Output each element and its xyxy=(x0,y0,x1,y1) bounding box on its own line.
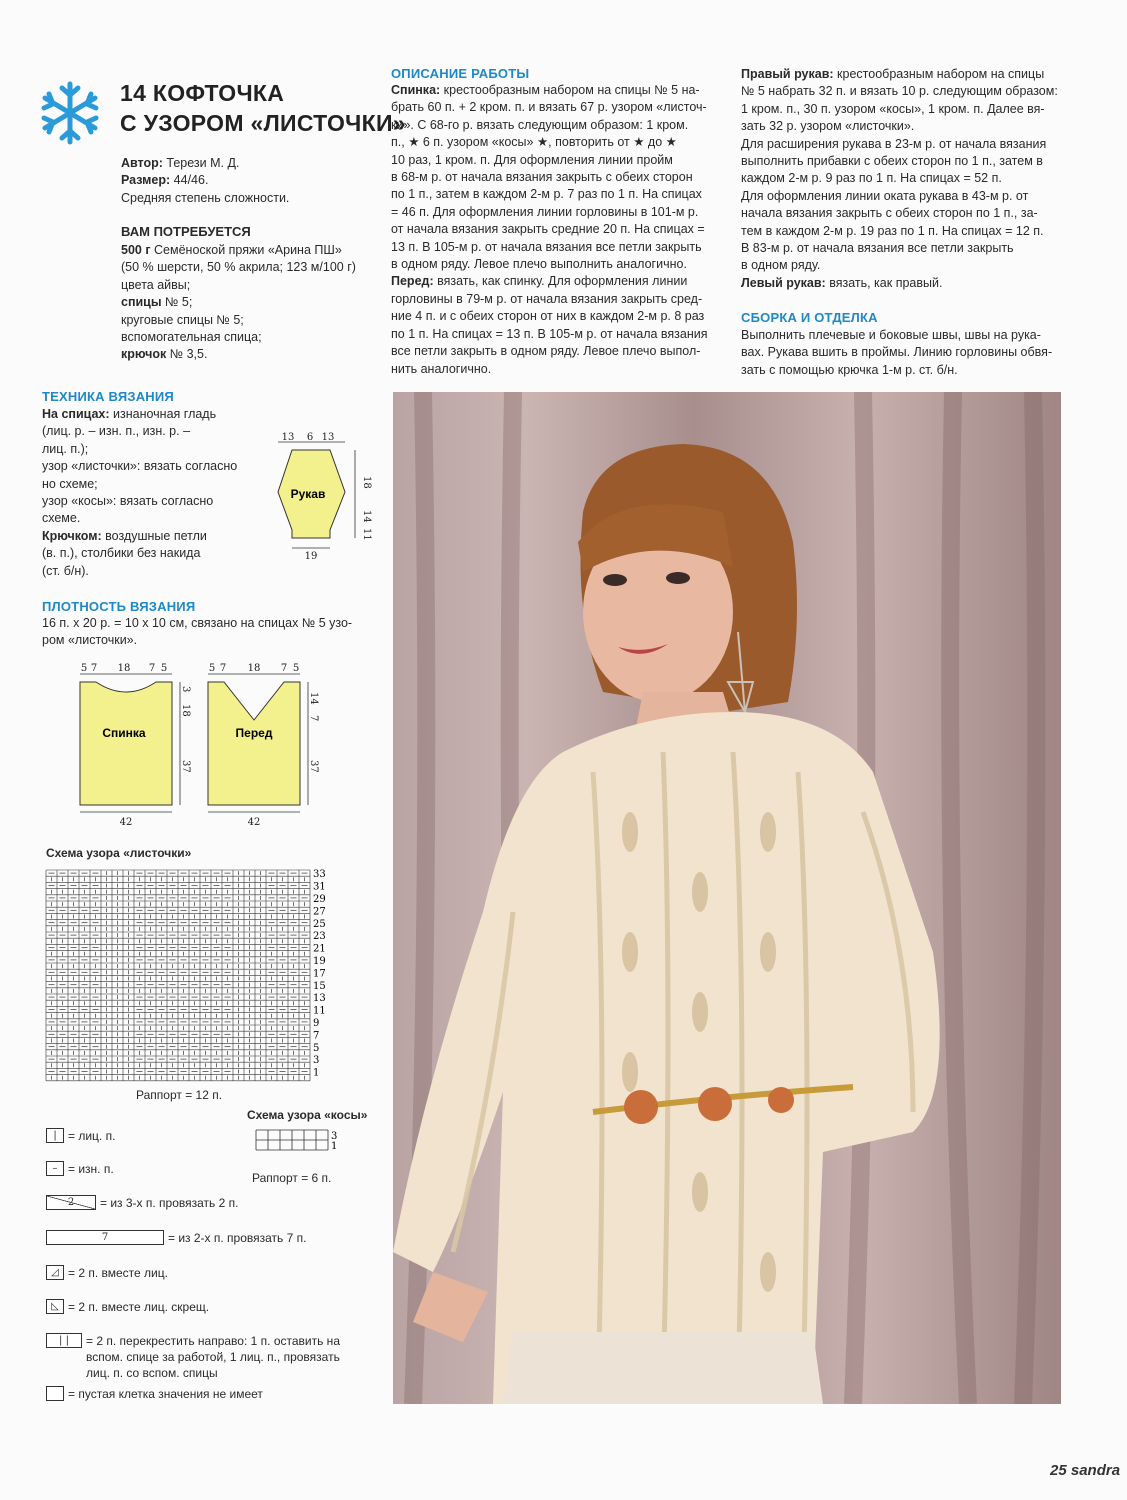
sleeveText-line: зать 32 р. узором «листочки». xyxy=(741,119,915,134)
leaf-row-number: 29 xyxy=(313,894,326,905)
sleeveText-line: выполнить прибавки с обеих сторон по 1 п., затем в xyxy=(741,154,1043,169)
technique-line: (ст. б/н). xyxy=(42,563,89,578)
work-description xyxy=(391,82,715,378)
workText-line: в 68-м р. от начала вязания закрыть с обеих сторон xyxy=(391,170,693,185)
svg-text:5: 5 xyxy=(160,663,168,674)
sleeveText-line: в одном ряду. xyxy=(741,258,821,273)
materials-line: круговые спицы № 5; xyxy=(121,312,244,327)
sleeve-label: Рукав xyxy=(290,487,326,501)
model-illustration xyxy=(393,392,1061,1404)
svg-text:14: 14 xyxy=(308,692,319,705)
model-photo xyxy=(393,392,1061,1404)
k2tog-icon: ◿ xyxy=(46,1265,64,1280)
technique-line: На спицах: изнаночная гладь xyxy=(42,407,217,421)
k2tog-tbl-icon: ◺ xyxy=(46,1299,64,1314)
svg-text:7: 7 xyxy=(148,663,156,674)
svg-text:18: 18 xyxy=(180,704,191,717)
sleeveText-line: В 83-м р. от начала вязания все петли закрыть xyxy=(741,241,1014,256)
svg-text:5: 5 xyxy=(208,663,216,674)
legend-2to7: 7 = из 2-х п. провязать 7 п. xyxy=(46,1230,306,1246)
svg-text:7: 7 xyxy=(90,663,98,674)
legend-k2tog-tbl: ◺ = 2 п. вместе лиц. скрещ. xyxy=(46,1299,209,1315)
workText-line: ки». С 68-го р. вязать следующим образом: 1 кром. xyxy=(391,117,689,132)
meta-info: Автор: Терези М. Д. Размер: 44/46. Средняя степень сложности. xyxy=(121,156,290,205)
cable-rapport: Раппорт = 6 п. xyxy=(252,1171,332,1185)
workText-line: 10 раз, 1 кром. п. Для оформления линии пройм xyxy=(391,152,673,167)
sleeveText-line: № 5 набрать 32 п. и вязать 10 р. следующим образом: xyxy=(741,84,1058,99)
cable-chart-title: Схема узора «косы» xyxy=(247,1108,368,1122)
svg-text:13: 13 xyxy=(281,432,295,443)
brand-name: sandra xyxy=(1070,1462,1121,1479)
workText-line: все петли закрыть в одном ряду. Левое плечо выпол- xyxy=(391,344,701,359)
svg-text:18: 18 xyxy=(247,663,261,674)
leaf-row-number: 31 xyxy=(313,881,326,893)
technique-heading: ТЕХНИКА ВЯЗАНИЯ xyxy=(42,389,174,404)
leaf-row-number: 21 xyxy=(313,943,326,955)
work-heading: ОПИСАНИЕ РАБОТЫ xyxy=(391,66,530,81)
materials-line: вспомогательная спица; xyxy=(121,330,262,345)
leaf-rapport: Раппорт = 12 п. xyxy=(136,1088,223,1102)
snowflake-icon xyxy=(38,80,102,146)
technique-line: Крючком: воздушные петли xyxy=(42,528,207,543)
leaf-row-number: 11 xyxy=(313,1005,326,1017)
legend-knit: | = лиц. п. xyxy=(46,1128,115,1144)
assembly-description xyxy=(741,327,1061,379)
page-number: 25 xyxy=(1050,1462,1067,1479)
technique-line: схеме. xyxy=(42,511,81,526)
two-to-seven-icon: 7 xyxy=(46,1230,164,1245)
workText-line: брать 60 п. + 2 кром. п. и вязать 67 р. узором «листоч- xyxy=(391,100,707,115)
sleeveText-line: тем в каждом 2-м р. 19 раз по 1 п. На спицах = 12 п. xyxy=(741,223,1044,238)
assemblyText-line: зать с помощью крючка 1-м р. ст. б/н. xyxy=(741,362,958,377)
svg-text:37: 37 xyxy=(308,760,319,773)
body-diagrams xyxy=(70,660,330,830)
technique-line: лиц. п.); xyxy=(42,441,89,456)
sleeveText-line: 1 кром. п., 30 п. узором «косы», 1 кром. п. Далее вя- xyxy=(741,101,1045,116)
cable-row-number: 1 xyxy=(331,1141,338,1152)
svg-text:14: 14 xyxy=(361,510,372,523)
sleeveText-line: начала вязания закрыть с обеих сторон по 1 п., за- xyxy=(741,206,1038,221)
sleeve-diagram xyxy=(270,430,380,565)
leaf-row-number: 27 xyxy=(313,906,326,918)
leaf-row-number: 19 xyxy=(313,956,326,967)
leaf-row-number: 15 xyxy=(313,980,326,992)
svg-text:3: 3 xyxy=(180,686,191,693)
workText-line: от начала вязания закрыть средние 20 п. На спицах = xyxy=(391,222,705,237)
svg-text:5: 5 xyxy=(80,663,88,674)
workText-line: по 1 п., затем в каждом 2-м р. 7 раз по 1 п. На спицах xyxy=(391,187,702,202)
svg-text:18: 18 xyxy=(361,476,372,489)
technique-line: узор «косы»: вязать согласно xyxy=(42,494,214,509)
cable-pattern-chart xyxy=(255,1128,345,1158)
sleeveText-line: Левый рукав: вязать, как правый. xyxy=(741,275,943,290)
leaf-row-number: 3 xyxy=(313,1055,320,1067)
materials-heading: ВАМ ПОТРЕБУЕТСЯ xyxy=(121,224,251,239)
technique-line: узор «листочки»: вязать согласно xyxy=(42,459,238,474)
technique-text xyxy=(42,406,242,580)
materials-line: 500 г Семёноской пряжи «Арина ПШ» xyxy=(121,243,342,257)
leaf-row-number: 5 xyxy=(313,1042,320,1054)
sleeveText-line: Правый рукав: крестообразным набором на спицы xyxy=(741,67,1045,81)
svg-text:42: 42 xyxy=(119,817,133,828)
svg-text:7: 7 xyxy=(308,715,319,722)
workText-line: в одном ряду. Левое плечо выполнить аналогично. xyxy=(391,257,687,272)
assembly-heading: СБОРКА И ОТДЕЛКА xyxy=(741,310,878,325)
empty-cell-icon xyxy=(46,1386,64,1401)
workText-line: ние 4 п. и с обеих сторон от них в каждом 2-м р. 8 раз xyxy=(391,309,705,324)
materials-list xyxy=(121,242,376,364)
legend-empty: = пустая клетка значения не имеет xyxy=(46,1386,263,1402)
leaf-row-number: 33 xyxy=(313,869,326,881)
cable-row-number: 3 xyxy=(331,1131,338,1142)
workText-line: = 46 п. Для оформления линии горловины в 101-м р. xyxy=(391,204,699,219)
leaf-row-number: 25 xyxy=(313,918,326,930)
materials-line: цвета айвы; xyxy=(121,277,191,292)
leaf-row-number: 1 xyxy=(313,1067,320,1079)
three-to-two-icon: 2 xyxy=(46,1195,96,1210)
density-line: ром «листочки». xyxy=(42,633,138,648)
back-label: Спинка xyxy=(102,726,146,740)
leaf-row-number: 9 xyxy=(313,1018,320,1029)
workText-line: по 1 п. На спицах = 13 п. В 105-м р. от начала вязания xyxy=(391,326,708,341)
legend-purl: – = изн. п. xyxy=(46,1161,114,1177)
assemblyText-line: вах. Рукава вшить в проймы. Линию горловины обвя- xyxy=(741,345,1053,360)
knit-stitch-icon: | xyxy=(46,1128,64,1143)
assemblyText-line: Выполнить плечевые и боковые швы, швы на рука- xyxy=(741,328,1041,342)
density-heading: ПЛОТНОСТЬ ВЯЗАНИЯ xyxy=(42,599,196,614)
svg-text:11: 11 xyxy=(361,528,372,541)
workText-line: п., ★ 6 п. узором «косы» ★, повторить от ★ до ★ xyxy=(391,135,677,150)
materials-line: спицы № 5; xyxy=(121,295,193,310)
workText-line: горловины в 79-м р. от начала вязания закрыть сред- xyxy=(391,291,703,306)
workText-line: Спинка: крестообразным набором на спицы № 5 на- xyxy=(391,83,700,97)
leaf-chart-title: Схема узора «листочки» xyxy=(46,846,192,860)
workText-line: нить аналогично. xyxy=(391,361,492,376)
svg-text:7: 7 xyxy=(280,663,288,674)
technique-line: но схеме; xyxy=(42,476,98,491)
svg-text:18: 18 xyxy=(117,663,131,674)
svg-text:42: 42 xyxy=(247,817,261,828)
leaf-pattern-chart xyxy=(44,866,344,1086)
sleeve-description xyxy=(741,66,1061,292)
sleeveText-line: каждом 2-м р. 9 раз по 1 п. На спицах = 52 п. xyxy=(741,171,1002,186)
svg-text:7: 7 xyxy=(219,663,227,674)
svg-text:6: 6 xyxy=(306,432,314,443)
leaf-row-number: 13 xyxy=(313,993,326,1005)
leaf-row-number: 23 xyxy=(313,931,326,943)
materials-line: (50 % шерсти, 50 % акрила; 123 м/100 г) xyxy=(121,260,356,275)
legend-3to2: 2 = из 3-х п. провязать 2 п. xyxy=(46,1195,238,1211)
legend-cross: | | = 2 п. перекрестить направо: 1 п. оставить на вспом. спице за работой, 1 лиц. п., провязать лиц. п. со вспом. спицы xyxy=(46,1333,356,1381)
svg-text:13: 13 xyxy=(321,432,335,443)
page-footer xyxy=(1050,1462,1120,1479)
sleeveText-line: Для оформления линии оката рукава в 43-м р. от xyxy=(741,188,1029,203)
density-text xyxy=(42,615,372,650)
svg-text:5: 5 xyxy=(292,663,300,674)
svg-text:19: 19 xyxy=(304,551,318,562)
legend-k2tog: ◿ = 2 п. вместе лиц. xyxy=(46,1265,168,1281)
sleeveText-line: Для расширения рукава в 23-м р. от начала вязания xyxy=(741,136,1047,151)
technique-line: (лиц. р. – изн. п., изн. р. – xyxy=(42,424,191,439)
front-label: Перед xyxy=(235,726,273,740)
workText-line: 13 п. В 105-м р. от начала вязания все петли закрыть xyxy=(391,239,702,254)
leaf-row-number: 17 xyxy=(313,968,326,980)
page-title: 14 КОФТОЧКА С УЗОРОМ «ЛИСТОЧКИ» xyxy=(120,80,406,136)
density-line: 16 п. х 20 р. = 10 х 10 см, связано на спицах № 5 узо- xyxy=(42,616,353,630)
svg-text:37: 37 xyxy=(180,760,191,773)
workText-line: Перед: вязать, как спинку. Для оформления линии xyxy=(391,274,688,289)
purl-stitch-icon: – xyxy=(46,1161,64,1176)
cross-right-icon: | | xyxy=(46,1333,82,1348)
technique-line: (в. п.), столбики без накида xyxy=(42,546,201,561)
materials-line: крючок № 3,5. xyxy=(121,347,208,362)
leaf-row-number: 7 xyxy=(313,1030,320,1042)
